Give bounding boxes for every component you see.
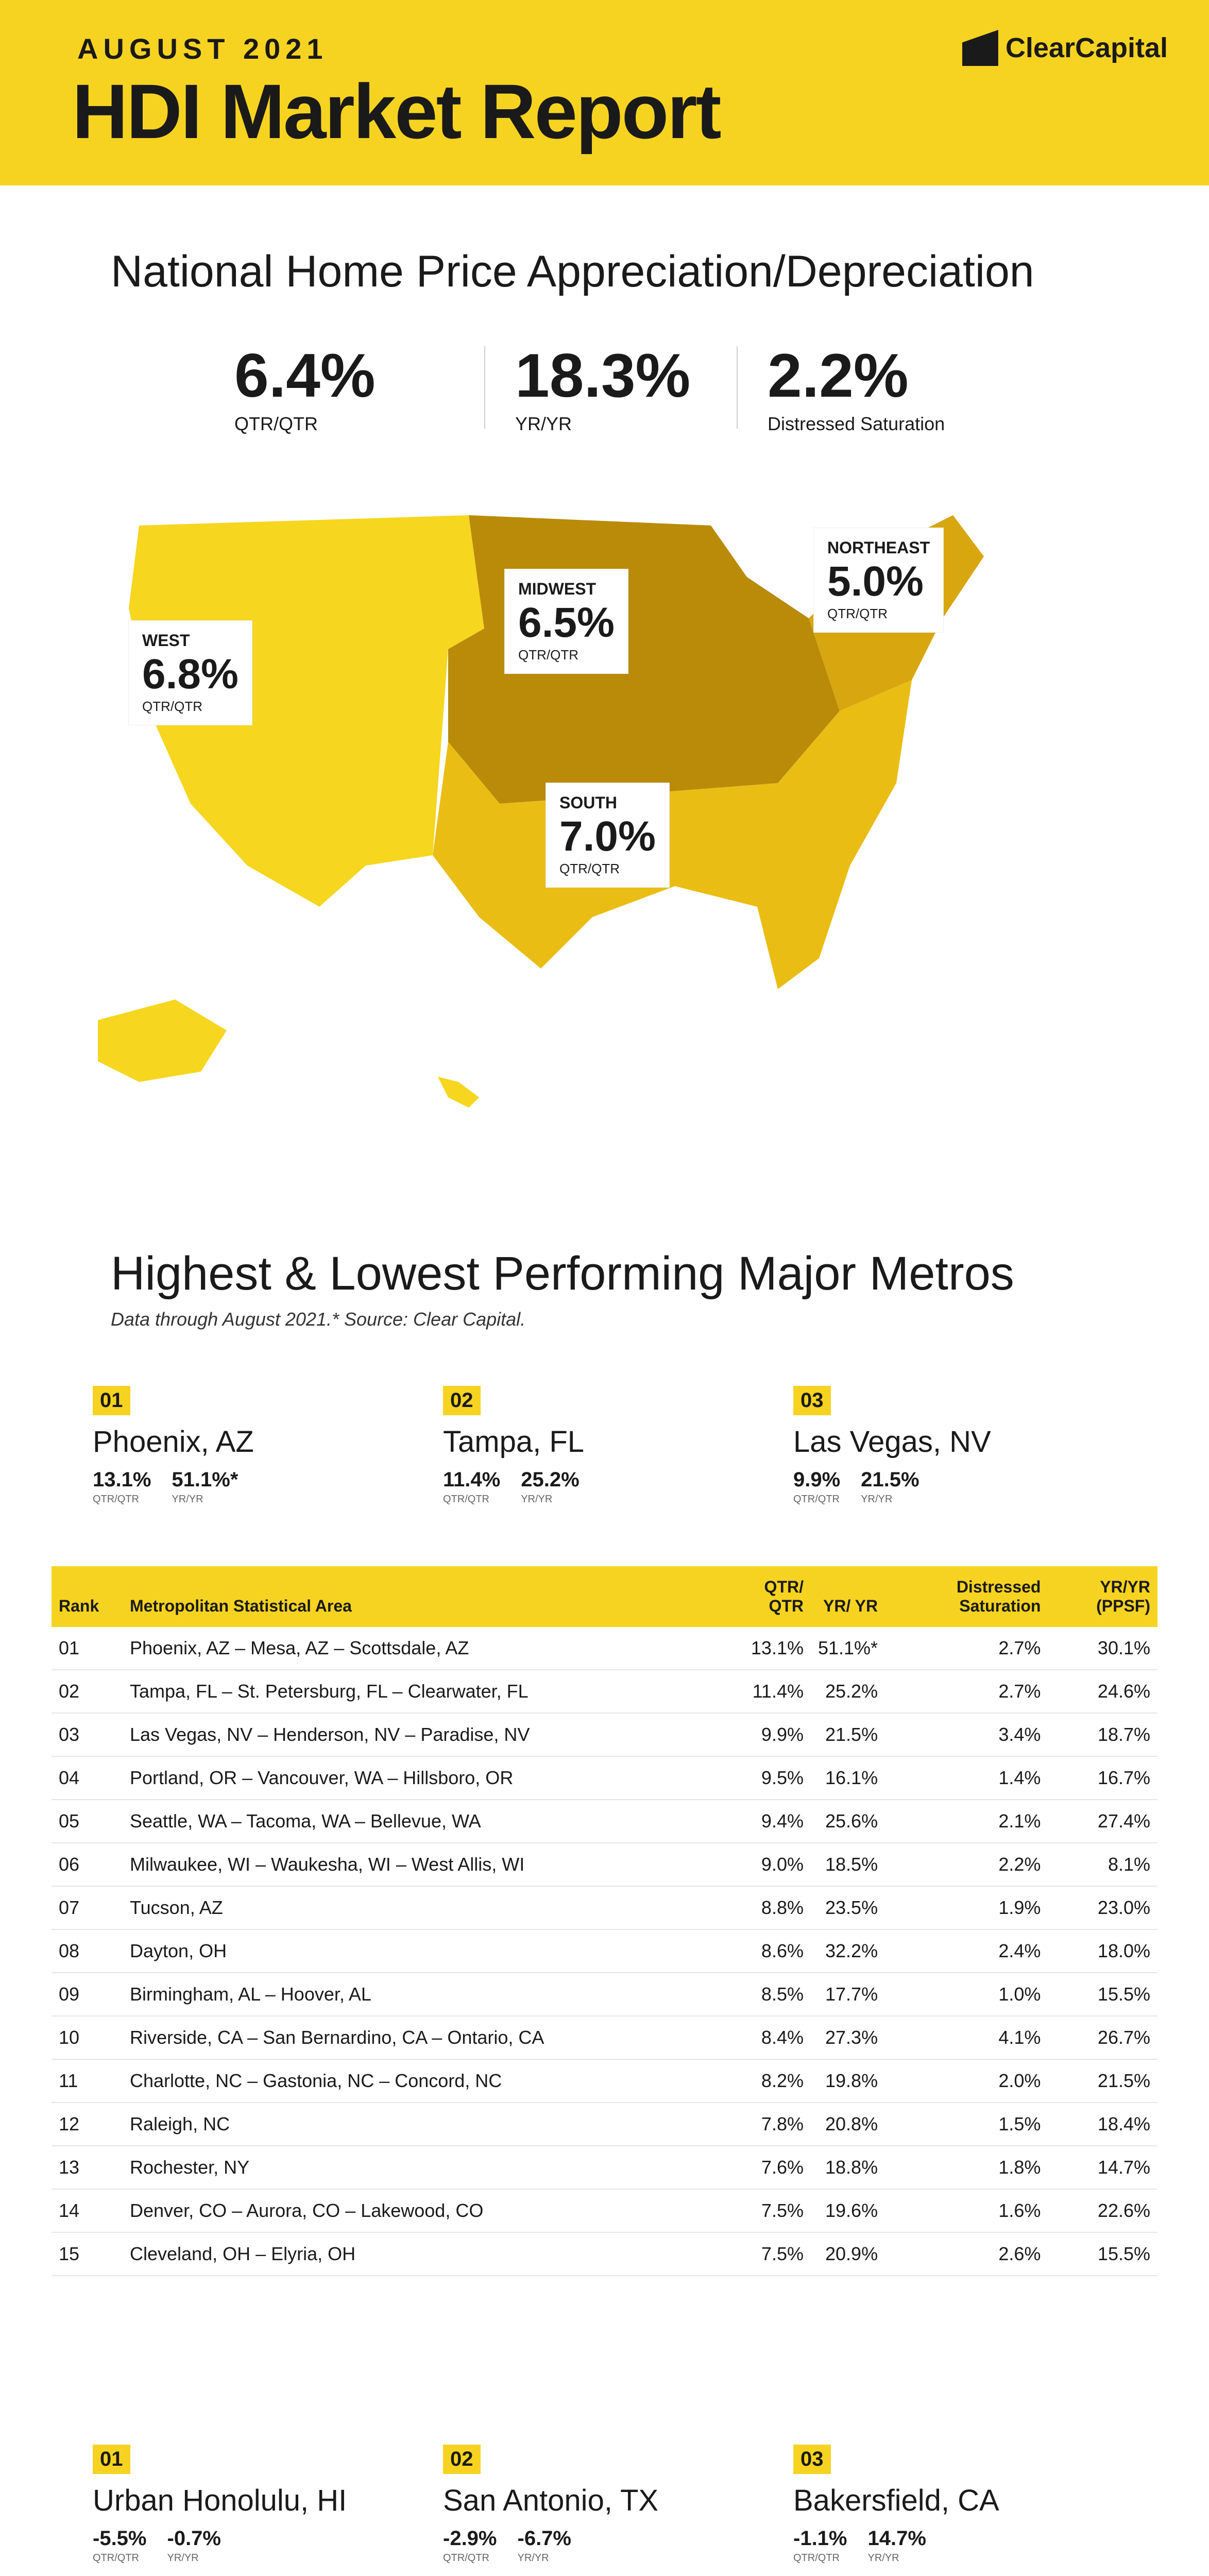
table-header-row bbox=[52, 1566, 1157, 1627]
metros-title: Highest & Lowest Performing Major Metros bbox=[111, 1247, 1014, 1300]
card-city: San Antonio, TX bbox=[443, 2484, 659, 2517]
cell-yr: 51.1%* bbox=[811, 1627, 885, 1670]
report-title: HDI Market Report bbox=[72, 68, 720, 155]
cell-qtr: 8.8% bbox=[724, 1886, 811, 1929]
bottom-metro-card bbox=[93, 2445, 347, 2564]
card-qtr: 13.1% bbox=[93, 1468, 151, 1491]
cell-yr: 23.5% bbox=[811, 1886, 885, 1929]
cell-area: Tucson, AZ bbox=[123, 1886, 724, 1929]
cell-yr: 17.7% bbox=[811, 1973, 885, 2016]
cell-area: Portland, OR – Vancouver, WA – Hillsboro, OR bbox=[123, 1756, 724, 1800]
cell-area: Tampa, FL – St. Petersburg, FL – Clearwater, FL bbox=[123, 1670, 724, 1713]
cell-distressed: 2.2% bbox=[885, 1843, 1048, 1886]
report-month: AUGUST 2021 bbox=[77, 32, 328, 65]
cell-ppsf: 18.7% bbox=[1048, 1713, 1157, 1756]
col-rank: Rank bbox=[59, 1597, 99, 1615]
col-yr: YR/ YR bbox=[823, 1597, 878, 1615]
region-value: 7.0% bbox=[559, 813, 656, 860]
cell-yr: 18.8% bbox=[811, 2146, 885, 2189]
cell-qtr: 7.5% bbox=[724, 2232, 811, 2276]
cell-distressed: 2.1% bbox=[885, 1800, 1048, 1843]
cell-area: Charlotte, NC – Gastonia, NC – Concord, NC bbox=[123, 2059, 724, 2103]
cell-qtr: 9.5% bbox=[724, 1756, 811, 1800]
cell-area: Seattle, WA – Tacoma, WA – Bellevue, WA bbox=[123, 1800, 724, 1843]
col-area: Metropolitan Statistical Area bbox=[130, 1597, 352, 1615]
region-name: WEST bbox=[142, 631, 190, 650]
cell-rank: 07 bbox=[52, 1886, 123, 1929]
kpi-divider bbox=[484, 346, 485, 429]
cell-rank: 13 bbox=[52, 2146, 123, 2189]
cell-qtr: 9.9% bbox=[724, 1713, 811, 1756]
card-yr: -0.7% bbox=[167, 2527, 221, 2550]
table-row bbox=[52, 1756, 1157, 1800]
alaska-region bbox=[98, 999, 227, 1082]
card-rank: 02 bbox=[443, 2445, 481, 2474]
cell-ppsf: 14.7% bbox=[1048, 2146, 1157, 2189]
cell-area: Dayton, OH bbox=[123, 1929, 724, 1973]
cell-rank: 14 bbox=[52, 2189, 123, 2232]
cell-distressed: 1.6% bbox=[885, 2189, 1048, 2232]
cell-qtr: 13.1% bbox=[724, 1627, 811, 1670]
col-ppsf: YR/YR (PPSF) bbox=[1096, 1578, 1150, 1615]
card-yr-label: YR/YR bbox=[517, 2552, 549, 2564]
cell-ppsf: 18.0% bbox=[1048, 1929, 1157, 1973]
cell-distressed: 2.0% bbox=[885, 2059, 1048, 2103]
table-row bbox=[52, 2059, 1157, 2103]
card-qtr-label: QTR/QTR bbox=[93, 2552, 139, 2564]
card-yr: 14.7% bbox=[867, 2527, 926, 2550]
cell-ppsf: 22.6% bbox=[1048, 2189, 1157, 2232]
cell-qtr: 8.2% bbox=[724, 2059, 811, 2103]
card-rank: 02 bbox=[443, 1386, 481, 1415]
col-distressed: Distressed Saturation bbox=[956, 1578, 1041, 1615]
table-row bbox=[52, 1886, 1157, 1929]
kpi-yr bbox=[515, 340, 690, 435]
cell-qtr: 11.4% bbox=[724, 1670, 811, 1713]
cell-yr: 32.2% bbox=[811, 1929, 885, 1973]
card-qtr: -1.1% bbox=[793, 2527, 847, 2550]
card-city: Phoenix, AZ bbox=[93, 1425, 254, 1459]
cell-distressed: 3.4% bbox=[885, 1713, 1048, 1756]
cell-distressed: 2.7% bbox=[885, 1670, 1048, 1713]
cell-ppsf: 16.7% bbox=[1048, 1756, 1157, 1800]
card-yr: -6.7% bbox=[517, 2527, 571, 2550]
cell-distressed: 2.7% bbox=[885, 1627, 1048, 1670]
cell-area: Birmingham, AL – Hoover, AL bbox=[123, 1973, 724, 2016]
cell-qtr: 8.4% bbox=[724, 2016, 811, 2059]
card-qtr-label: QTR/QTR bbox=[793, 2552, 840, 2564]
cell-rank: 04 bbox=[52, 1756, 123, 1800]
cell-ppsf: 26.7% bbox=[1048, 2016, 1157, 2059]
card-qtr-label: QTR/QTR bbox=[443, 1494, 489, 1505]
cell-qtr: 9.0% bbox=[724, 1843, 811, 1886]
cell-yr: 25.6% bbox=[811, 1800, 885, 1843]
cell-ppsf: 18.4% bbox=[1048, 2103, 1157, 2146]
table-row bbox=[52, 1929, 1157, 1973]
card-city: Bakersfield, CA bbox=[793, 2484, 999, 2517]
cell-area: Cleveland, OH – Elyria, OH bbox=[123, 2232, 724, 2276]
cell-yr: 25.2% bbox=[811, 1670, 885, 1713]
region-value: 6.8% bbox=[142, 651, 239, 698]
cell-rank: 06 bbox=[52, 1843, 123, 1886]
cell-distressed: 1.0% bbox=[885, 1973, 1048, 2016]
region-value: 6.5% bbox=[518, 599, 615, 646]
card-yr-label: YR/YR bbox=[867, 2552, 899, 2564]
card-qtr: -2.9% bbox=[443, 2527, 497, 2550]
card-rank: 03 bbox=[793, 2445, 831, 2474]
card-rank: 01 bbox=[93, 2445, 130, 2474]
card-yr: 51.1%* bbox=[172, 1468, 239, 1491]
cell-rank: 02 bbox=[52, 1670, 123, 1713]
cell-rank: 01 bbox=[52, 1627, 123, 1670]
table-row bbox=[52, 1670, 1157, 1713]
card-yr: 21.5% bbox=[861, 1468, 919, 1491]
cell-rank: 08 bbox=[52, 1929, 123, 1973]
cell-qtr: 9.4% bbox=[724, 1800, 811, 1843]
national-title: National Home Price Appreciation/Depreciation bbox=[111, 247, 1034, 296]
table-row bbox=[52, 2232, 1157, 2276]
report-header bbox=[0, 0, 1209, 185]
card-yr-label: YR/YR bbox=[172, 1494, 203, 1505]
bottom-metro-card bbox=[793, 2445, 999, 2564]
top-metro-card bbox=[793, 1386, 991, 1505]
cell-yr: 20.9% bbox=[811, 2232, 885, 2276]
clear-capital-logo bbox=[962, 30, 1168, 66]
cell-qtr: 7.5% bbox=[724, 2189, 811, 2232]
cell-qtr: 8.6% bbox=[724, 1929, 811, 1973]
cell-qtr: 7.8% bbox=[724, 2103, 811, 2146]
cell-rank: 12 bbox=[52, 2103, 123, 2146]
table-row bbox=[52, 2189, 1157, 2232]
cell-rank: 09 bbox=[52, 1973, 123, 2016]
card-yr-label: YR/YR bbox=[167, 2552, 199, 2564]
kpi-value: 2.2% bbox=[768, 341, 909, 410]
region-metric: QTR/QTR bbox=[142, 699, 202, 714]
cell-yr: 19.6% bbox=[811, 2189, 885, 2232]
cell-distressed: 4.1% bbox=[885, 2016, 1048, 2059]
region-west-box bbox=[129, 621, 252, 725]
card-yr-label: YR/YR bbox=[521, 1494, 553, 1505]
cell-yr: 20.8% bbox=[811, 2103, 885, 2146]
cell-ppsf: 15.5% bbox=[1048, 1973, 1157, 2016]
table-row bbox=[52, 1973, 1157, 2016]
table-row bbox=[52, 1800, 1157, 1843]
col-qtr: QTR/ QTR bbox=[764, 1578, 804, 1615]
kpi-value: 6.4% bbox=[234, 341, 376, 410]
card-qtr-label: QTR/QTR bbox=[443, 2552, 489, 2564]
cell-ppsf: 27.4% bbox=[1048, 1800, 1157, 1843]
region-metric: QTR/QTR bbox=[518, 647, 578, 663]
card-city: Las Vegas, NV bbox=[793, 1425, 991, 1459]
bottom-metro-card bbox=[443, 2445, 658, 2564]
cell-distressed: 1.4% bbox=[885, 1756, 1048, 1800]
card-rank: 01 bbox=[93, 1386, 130, 1415]
cell-ppsf: 8.1% bbox=[1048, 1843, 1157, 1886]
cell-area: Denver, CO – Aurora, CO – Lakewood, CO bbox=[123, 2189, 724, 2232]
table-row bbox=[52, 2103, 1157, 2146]
card-qtr: 9.9% bbox=[793, 1468, 841, 1491]
cell-area: Raleigh, NC bbox=[123, 2103, 724, 2146]
cell-distressed: 1.9% bbox=[885, 1886, 1048, 1929]
logo-text: ClearCapital bbox=[1005, 32, 1168, 63]
cell-area: Las Vegas, NV – Henderson, NV – Paradise, NV bbox=[123, 1713, 724, 1756]
kpi-label: Distressed Saturation bbox=[768, 413, 945, 434]
card-qtr: -5.5% bbox=[93, 2527, 147, 2550]
card-yr-label: YR/YR bbox=[861, 1494, 893, 1505]
card-qtr: 11.4% bbox=[443, 1468, 501, 1491]
cell-distressed: 1.8% bbox=[885, 2146, 1048, 2189]
top-table-body bbox=[52, 1627, 1157, 2276]
region-value: 5.0% bbox=[827, 558, 924, 605]
cell-ppsf: 21.5% bbox=[1048, 2059, 1157, 2103]
card-qtr-label: QTR/QTR bbox=[93, 1494, 139, 1505]
kpi-distressed bbox=[768, 340, 945, 435]
region-metric: QTR/QTR bbox=[559, 861, 620, 876]
logo-mark-icon bbox=[962, 30, 998, 66]
card-rank: 03 bbox=[793, 1386, 831, 1415]
cell-ppsf: 23.0% bbox=[1048, 1886, 1157, 1929]
card-yr: 25.2% bbox=[521, 1468, 580, 1491]
card-qtr-label: QTR/QTR bbox=[793, 1494, 840, 1505]
metros-subtitle: Data through August 2021.* Source: Clear Capital. bbox=[111, 1309, 526, 1330]
region-northeast-box bbox=[814, 528, 943, 632]
cell-ppsf: 15.5% bbox=[1048, 2232, 1157, 2276]
kpi-label: YR/YR bbox=[515, 413, 572, 434]
top-metro-card bbox=[93, 1386, 254, 1505]
cell-distressed: 2.4% bbox=[885, 1929, 1048, 1973]
region-name: SOUTH bbox=[559, 793, 617, 812]
table-row bbox=[52, 1843, 1157, 1886]
cell-distressed: 2.6% bbox=[885, 2232, 1048, 2276]
cell-area: Phoenix, AZ – Mesa, AZ – Scottsdale, AZ bbox=[123, 1627, 724, 1670]
cell-yr: 16.1% bbox=[811, 1756, 885, 1800]
cell-ppsf: 24.6% bbox=[1048, 1670, 1157, 1713]
hawaii-region bbox=[438, 1077, 479, 1108]
region-name: NORTHEAST bbox=[827, 538, 930, 557]
cell-yr: 27.3% bbox=[811, 2016, 885, 2059]
cell-yr: 21.5% bbox=[811, 1713, 885, 1756]
kpi-label: QTR/QTR bbox=[234, 413, 318, 434]
top-metros-table bbox=[52, 1566, 1157, 2276]
region-metric: QTR/QTR bbox=[827, 606, 888, 621]
kpi-value: 18.3% bbox=[515, 341, 691, 410]
cell-rank: 15 bbox=[52, 2232, 123, 2276]
cell-rank: 03 bbox=[52, 1713, 123, 1756]
cell-distressed: 1.5% bbox=[885, 2103, 1048, 2146]
region-midwest-box bbox=[505, 569, 628, 673]
region-name: MIDWEST bbox=[518, 580, 597, 598]
card-city: Tampa, FL bbox=[443, 1425, 584, 1459]
cell-yr: 18.5% bbox=[811, 1843, 885, 1886]
cell-qtr: 7.6% bbox=[724, 2146, 811, 2189]
cell-yr: 19.8% bbox=[811, 2059, 885, 2103]
kpi-divider bbox=[737, 346, 738, 429]
cell-rank: 10 bbox=[52, 2016, 123, 2059]
top-metro-card bbox=[443, 1386, 584, 1505]
card-city: Urban Honolulu, HI bbox=[93, 2484, 347, 2517]
cell-area: Riverside, CA – San Bernardino, CA – Ontario, CA bbox=[123, 2016, 724, 2059]
kpi-qtr bbox=[234, 340, 376, 435]
cell-area: Milwaukee, WI – Waukesha, WI – West Allis, WI bbox=[123, 1843, 724, 1886]
region-south-box bbox=[546, 783, 669, 887]
cell-ppsf: 30.1% bbox=[1048, 1627, 1157, 1670]
table-row bbox=[52, 1627, 1157, 1670]
cell-qtr: 8.5% bbox=[724, 1973, 811, 2016]
cell-rank: 05 bbox=[52, 1800, 123, 1843]
table-row bbox=[52, 2016, 1157, 2059]
table-row bbox=[52, 1713, 1157, 1756]
cell-rank: 11 bbox=[52, 2059, 123, 2103]
table-row bbox=[52, 2146, 1157, 2189]
cell-area: Rochester, NY bbox=[123, 2146, 724, 2189]
